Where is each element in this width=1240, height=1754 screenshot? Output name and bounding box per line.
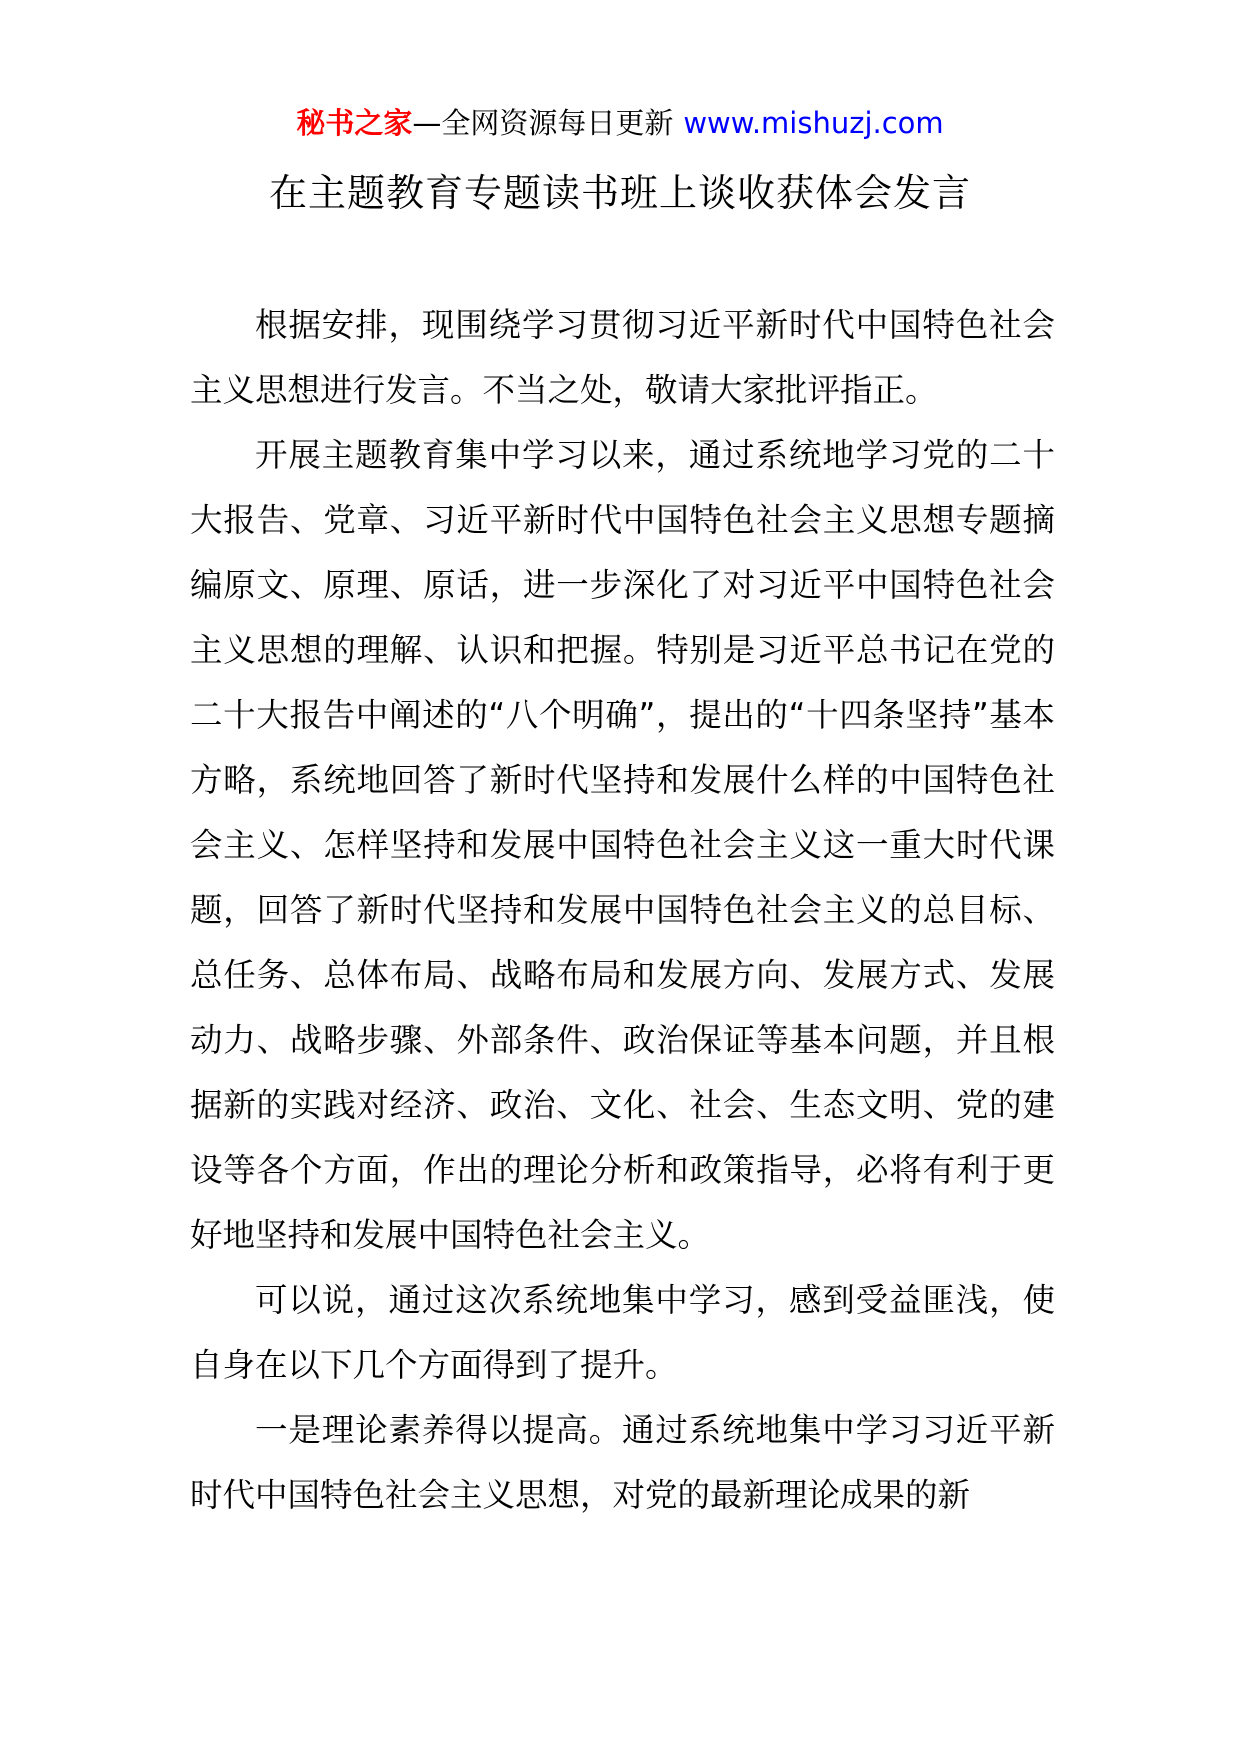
- site-brand: 秘书之家: [296, 106, 413, 140]
- document-title: 在主题教育专题读书班上谈收获体会发言: [268, 171, 971, 215]
- paragraph-benefits: 可以说，通过这次系统地集中学习，感到受益匪浅，使自身在以下几个方面得到了提升。: [190, 1281, 1055, 1384]
- site-tagline: —全网资源每日更新: [412, 106, 674, 140]
- site-url-link[interactable]: www.mishuzj.com: [683, 106, 944, 140]
- document-body: [190, 293, 1055, 1528]
- paragraph-point-one: 一是理论素养得以提高。通过系统地集中学习习近平新时代中国特色社会主义思想，对党的最新理论成果的新: [190, 1411, 1055, 1514]
- paragraph-study-summary: 开展主题教育集中学习以来，通过系统地学习党的二十大报告、党章、习近平新时代中国特色社会主义思想专题摘编原文、原理、原话，进一步深化了对习近平中国特色社会主义思想的理解、认识和把握。特别是习近平总书记在党的二十大报告中阐述的“八个明确”，提出的“十四条坚持”基本方略，系统地回答了新时代坚持和发展什么样的中国特色社会主义、怎样坚持和发展中国特色社会主义这一重大时代课题，回答了新时代坚持和发展中国特色社会主义的总目标、总任务、总体布局、战略布局和发展方向、发展方式、发展动力、战略步骤、外部条件、政治保证等基本问题，并且根据新的实践对经济、政治、文化、社会、生态文明、党的建设等各个方面，作出的理论分析和政策指导，必将有利于更好地坚持和发展中国特色社会主义。: [190, 436, 1055, 1254]
- paragraph-intro: 根据安排，现围绕学习贯彻习近平新时代中国特色社会主义思想进行发言。不当之处，敬请大家批评指正。: [190, 306, 1055, 409]
- site-header: [0, 98, 1240, 148]
